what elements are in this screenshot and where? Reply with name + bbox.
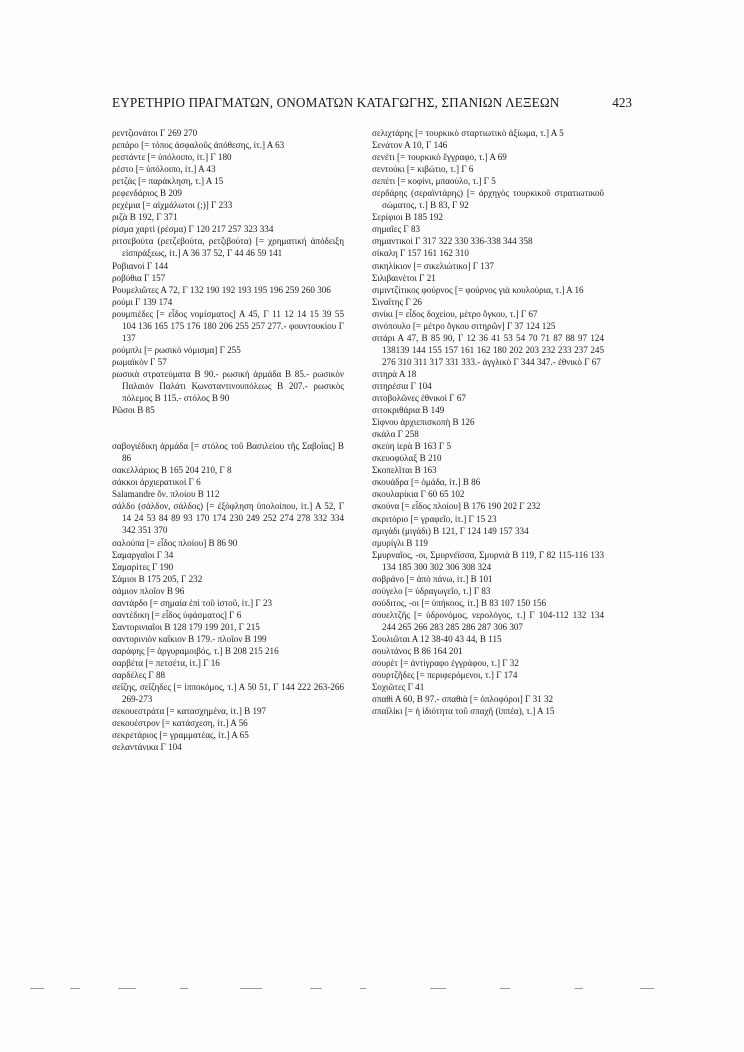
index-entry: σκούνα [= εἶδος πλοίου] Β 176 190 202 Γ 232 xyxy=(372,501,541,512)
index-entry: σινόπουλο [= μέτρο ὄγκου σιτηρῶν] Γ 37 124 125 xyxy=(372,320,556,331)
index-entry: σινίκι [= εἶδος δοχείου, μέτρο ὄγκου, τ.] Γ 67 xyxy=(372,308,538,319)
index-entry: σιτάρι Α 47, Β 85 90, Γ 12 36 41 53 54 70 71 87 88 97 124 138139 144 155 157 161 162 180 202 203 232 233 237 245 276 310 311 317 331 333.- ἀγγλικὸ Γ 344 347.- ἐθνικὸ Γ 67 xyxy=(372,332,604,367)
index-entry: ρέστο [= ὑπόλοιπο, ἰτ.] Α 43 xyxy=(112,164,216,175)
index-entry: σαντάρδο [= σημαία ἐπὶ τοῦ ἱστοῦ, ἰτ.] Γ 23 xyxy=(112,597,273,608)
index-entry: σμυρίγλι Β 119 xyxy=(372,537,428,548)
index-entry: Σιναΐτης Γ 26 xyxy=(372,296,422,307)
index-entry: Σαντορινιαῖοι Β 128 179 199 201, Γ 215 xyxy=(112,621,260,632)
index-entry: σιτοβολῶνες ἐθνικοὶ Γ 67 xyxy=(372,393,466,404)
index-entry: σεκρετάριος [= γραμματέας, ἰτ.] Α 65 xyxy=(112,730,249,741)
index-entry: σάκκοι ἀρχιερατικοὶ Γ 6 xyxy=(112,477,201,488)
index-column-right xyxy=(372,127,604,717)
index-entry: σαλούπα [= εἶδος πλοίου] Β 86 90 xyxy=(112,537,238,548)
index-entry: σιτηρὰ Α 18 xyxy=(372,368,417,379)
index-entry: ρετζάς [= παράκληση, τ.] Α 15 xyxy=(112,176,224,187)
index-entry: ρίσμα χαρτὶ (ρέσμα) Γ 120 217 257 323 334 xyxy=(112,224,274,235)
index-entry: ρούμπλι [= ρωσικὸ νόμισμα] Γ 255 xyxy=(112,344,241,355)
index-entry: ριτσεβούτα (ρετζεβούτα, ρετζιβούτα) [= χρηματική ἀπόδειξη εἰσπράξεως, ἰτ.] Α 36 37 52, Γ 44 46 59 141 xyxy=(112,236,344,259)
index-entry: σημαῖες Γ 83 xyxy=(372,224,421,235)
index-entry: Σουλιῶται Α 12 38-40 43 44, Β 115 xyxy=(372,633,502,644)
index-entry: σαντορινιὸν καΐκιον Β 179.- πλοῖον Β 199 xyxy=(112,633,267,644)
index-entry: σαράφης [= ἀργυραμοιβός, τ.] Β 208 215 216 xyxy=(112,645,279,656)
index-entry: ρεστάντε [= ὑπόλοιπο, ἰτ.] Γ 180 xyxy=(112,152,232,163)
index-entry: σιτοκριθάρια Β 149 xyxy=(372,405,445,416)
index-entry: σάμιον πλοῖον Β 96 xyxy=(112,585,185,596)
index-entry: σαρβέτα [= πετσέτα, ἰτ.] Γ 16 xyxy=(112,657,220,668)
index-entry: ρεντζιονάτοι Γ 269 270 xyxy=(112,128,198,138)
index-entry: σουρὲτ [= ἀντίγραφο ἐγγράφου, τ.] Γ 32 xyxy=(372,658,519,669)
index-column-left xyxy=(112,127,344,753)
index-entry: σκευοφύλαξ Β 210 xyxy=(372,453,442,464)
page-title: ΕΥΡΕΤΗΡΙΟ ΠΡΑΓΜΑΤΩΝ, ΟΝΟΜΑΤΩΝ ΚΑΤΑΓΩΓΗΣ, ΣΠΑΝΙΩΝ ΛΕΞΕΩΝ xyxy=(112,95,560,110)
index-entry: Σμυρναῖος, -οι, Σμυρνέϊσσα, Σμυρνιὰ Β 119, Γ 82 115-116 133 134 185 300 302 306 308 324 xyxy=(372,549,604,572)
index-entry: σελιχτάρης [= τουρκικὸ σταρτιωτικὸ ἀξίωμα, τ.] Α 5 xyxy=(372,128,564,138)
section-gap xyxy=(112,416,344,440)
index-entry: σουελτζῆς [= ὑδρονόμος, νερολόγος, τ.] Γ 104-112 132 134 244 265 266 283 285 286 287 306 307 xyxy=(372,609,604,632)
index-entry: σαντέδικη [= εἶδος ὑφάσματος] Γ 6 xyxy=(112,609,242,620)
index-entry: σακελλάριος Β 165 204 210, Γ 8 xyxy=(112,465,232,476)
index-entry: σαβογιέδικη ἀρμάδα [= στόλος τοῦ Βασιλείου τῆς Σαβοΐας] Β 86 xyxy=(112,441,344,464)
index-entry: σελαντάνικα Γ 104 xyxy=(112,742,182,753)
index-entry: σκουάδρα [= ὁμάδα, ἰτ.] Β 86 xyxy=(372,477,481,488)
index-entry: ρούμι Γ 139 174 xyxy=(112,296,173,307)
index-entry: ρεφενδάριος Β 209 xyxy=(112,188,182,199)
index-entry: σεΐζης, σεΐζηδες [= ἱπποκόμος, τ.] Α 50 51, Γ 144 222 263-266 269-273 xyxy=(112,682,344,705)
index-entry: ρεπάρο [= τόπος ἀσφαλοῦς ἀπόθεσης, ἰτ.] Α 63 xyxy=(112,140,285,151)
index-entry: σκριτόριο [= γραφεῖο, ἰτ.] Γ 15 23 xyxy=(372,513,497,524)
index-entry: σπαθὶ Α 60, Β 97.- σπαθιὰ [= ὁπλοφόροι] Γ 31 32 xyxy=(372,694,554,705)
index-entry: ριζὰ Β 192, Γ 371 xyxy=(112,212,178,223)
index-entry: ρωμαϊκὸν Γ 57 xyxy=(112,356,167,367)
index-entry: σεπέτι [= κοφίνι, μπαούλο, τ.] Γ 5 xyxy=(372,176,496,187)
index-entry: σούγελο [= ὑδραγωγεῖο, τ.] Γ 83 xyxy=(372,585,491,596)
index-entry: σενέτι [= τουρκικὸ ἔγγραφο, τ.] Α 69 xyxy=(372,152,507,163)
index-entry: ρεχέμια [= αἰχμάλωτοι (;)] Γ 233 xyxy=(112,200,233,211)
index-entry: Σαμαργαῖοι Γ 34 xyxy=(112,549,174,560)
index-entry: σκουλαρίκια Γ 60 65 102 xyxy=(372,489,465,500)
index-entry: σάλδο (σάλδον, σάλδος) [= ἐξόφληση ὑπολοίπου, ἰτ.] Α 52, Γ 14 24 53 84 89 93 170 174 230 249 252 274 278 332 334 342 351 370 xyxy=(112,501,344,536)
index-entry: σμιγάδι (μιγάδι) Β 121, Γ 124 149 157 334 xyxy=(372,525,529,536)
index-entry: σιμιντζίτικος φούρνος [= φούρνος γιὰ κουλούρια, τ.] Α 16 xyxy=(372,284,584,295)
index-entry: σεκουέστρον [= κατάσχεση, ἰτ.] Α 56 xyxy=(112,718,248,729)
index-entry: Σενάτον Α 10, Γ 146 xyxy=(372,140,448,151)
index-entry: σιτηρέσια Γ 104 xyxy=(372,380,432,391)
index-entry: Σερίφιοι Β 185 192 xyxy=(372,212,443,223)
index-entry: σοβράνο [= ἀπὸ πάνω, ἰτ.] Β 101 xyxy=(372,573,493,584)
index-entry: Ροβιανοὶ Γ 144 xyxy=(112,260,168,271)
index-entry: ρουμπιέδες [= εἶδος νομίσματος] Α 45, Γ 11 12 14 15 39 55 104 136 165 175 176 180 206 255 257 277.- φουντουκίου Γ 137 xyxy=(112,308,344,343)
page-number: 423 xyxy=(612,95,632,110)
page-header xyxy=(112,95,632,115)
index-entry: σουρτζῆδες [= περιφερόμενοι, τ.] Γ 174 xyxy=(372,670,518,681)
index-entry: σπαΐλίκι [= ἡ ἰδιότητα τοῦ σπαχῆ (ἱππέα), τ.] Α 15 xyxy=(372,706,555,717)
index-entry: Ρῶσοι Β 85 xyxy=(112,405,155,416)
index-entry: σημαντικοὶ Γ 317 322 330 336-338 344 358 xyxy=(372,236,533,247)
index-entry: Σάμιοι Β 175 205, Γ 232 xyxy=(112,573,203,584)
scan-artifacts xyxy=(30,988,720,992)
index-entry: σερδάρης (σεραϊντάρης) [= ἀρχηγὸς τουρκικοῦ στρατιωτικοῦ σώματος, τ.] Β 83, Γ 92 xyxy=(372,188,604,211)
index-entry: σίκαλη Γ 157 161 162 310 xyxy=(372,248,469,259)
index-entry: Σκοπελῖται Β 163 xyxy=(372,465,437,476)
index-entry: ροβύθια Γ 157 xyxy=(112,272,166,283)
index-entry: σούδιτος, -οι [= ὑπήκοος, ἰτ.] Β 83 107 150 156 xyxy=(372,597,547,608)
index-entry: σκάλα Γ 258 xyxy=(372,429,419,440)
index-entry: Salamandre ὄν. πλοίου Β 112 xyxy=(112,489,220,500)
index-entry: Ρουμελιῶτες Α 72, Γ 132 190 192 193 195 196 259 260 306 xyxy=(112,284,331,295)
index-entry: σεκουεστράτα [= κατασχημένα, ἰτ.] Β 197 xyxy=(112,706,267,717)
index-entry: Σοχιῶτες Γ 41 xyxy=(372,682,425,693)
index-entry: Σίφνου ἀρχιεπισκοπὴ Β 126 xyxy=(372,417,475,428)
index-entry: Σιλιβαινέτοι Γ 21 xyxy=(372,272,436,283)
index-entry: σουλτάνος Β 86 164 201 xyxy=(372,646,463,657)
index-entry: σεντούκι [= κιβώτιο, τ.] Γ 6 xyxy=(372,164,474,175)
index-entry: ρωσικὰ στρατεύματα Β 90.- ρωσικὴ ἀρμάδα Β 85.- ρωσικὸν Παλαιὸν Παλάτι Κωνσταντινουπόλεως Β 207.- ρωσικὸς πόλεμος Β 115.- στόλος Β 90 xyxy=(112,368,344,404)
index-entry: σαρδέλες Γ 88 xyxy=(112,670,166,681)
index-entry: σκεύη ἱερὰ Β 163 Γ 5 xyxy=(372,441,452,452)
index-entry: σικηλίκιον [= σικελιώτικο] Γ 137 xyxy=(372,260,494,271)
index-entry: Σαμαρίτες Γ 190 xyxy=(112,561,174,572)
